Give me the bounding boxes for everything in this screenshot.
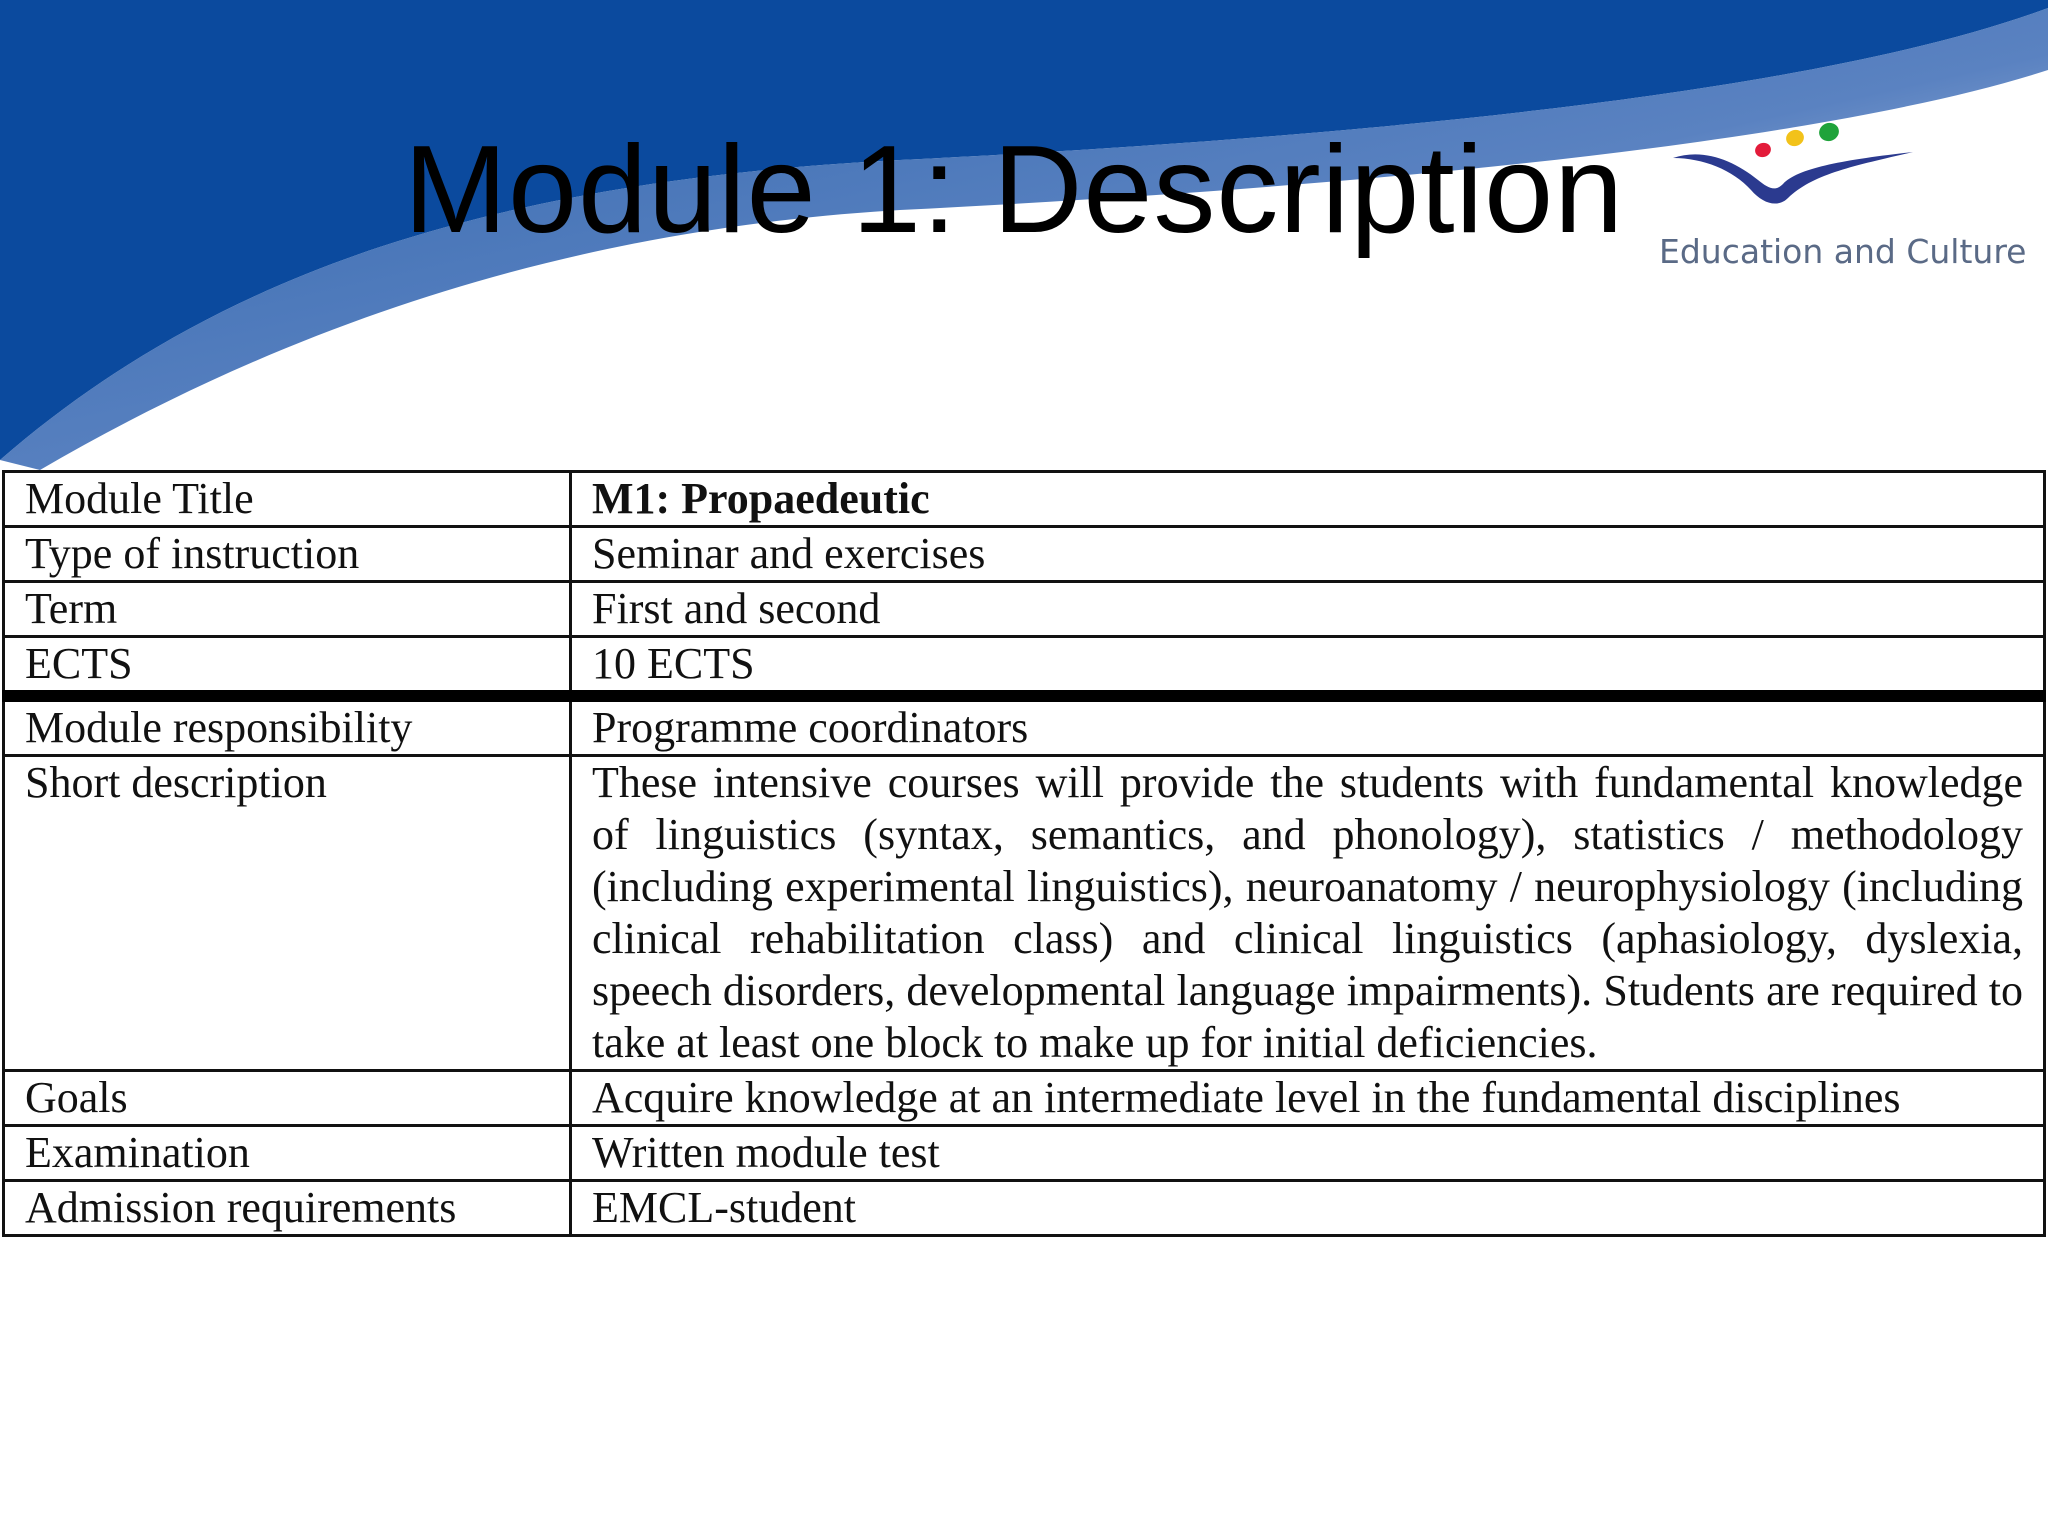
row-value: Seminar and exercises [571, 527, 2045, 582]
row-value: Acquire knowledge at an intermediate level in the fundamental disciplines [571, 1071, 2045, 1126]
table-row [4, 1181, 2045, 1236]
module-description-table [2, 470, 2046, 1237]
row-label: Module responsibility [4, 696, 571, 756]
row-label: Admission requirements [4, 1181, 571, 1236]
table-row [4, 472, 2045, 527]
row-label: Examination [4, 1126, 571, 1181]
logo-text: Education and Culture [1659, 232, 2027, 271]
row-label: Goals [4, 1071, 571, 1126]
row-label: ECTS [4, 637, 571, 697]
row-label: Type of instruction [4, 527, 571, 582]
education-culture-logo [1655, 120, 2027, 280]
row-label: Short description [4, 756, 571, 1071]
row-value: Written module test [571, 1126, 2045, 1181]
row-value: M1: Propaedeutic [571, 472, 2045, 527]
row-value: 10 ECTS [571, 637, 2045, 697]
table-row [4, 527, 2045, 582]
table-row [4, 756, 2045, 1071]
row-value: EMCL-student [571, 1181, 2045, 1236]
table-row [4, 1126, 2045, 1181]
logo-swoosh-icon [1663, 120, 1923, 220]
table-row [4, 1071, 2045, 1126]
row-value: First and second [571, 582, 2045, 637]
table-row [4, 582, 2045, 637]
table-row [4, 637, 2045, 697]
row-label: Term [4, 582, 571, 637]
row-value-description: These intensive courses will provide the students with fundamental knowledge of linguistics (syntax, semantics, and phonology), statistics / methodology (including experimental linguistics), neuroanatomy / neurophysiology (including clinical rehabilitation class) and clinical linguistics (aphasiology, dyslexia, speech disorders, developmental language impairments). Students are required to take at least one block to make up for initial deficiencies. [571, 756, 2045, 1071]
slide-title: Module 1: Description [403, 121, 1625, 259]
row-value: Programme coordinators [571, 696, 2045, 756]
table-row [4, 696, 2045, 756]
row-label: Module Title [4, 472, 571, 527]
